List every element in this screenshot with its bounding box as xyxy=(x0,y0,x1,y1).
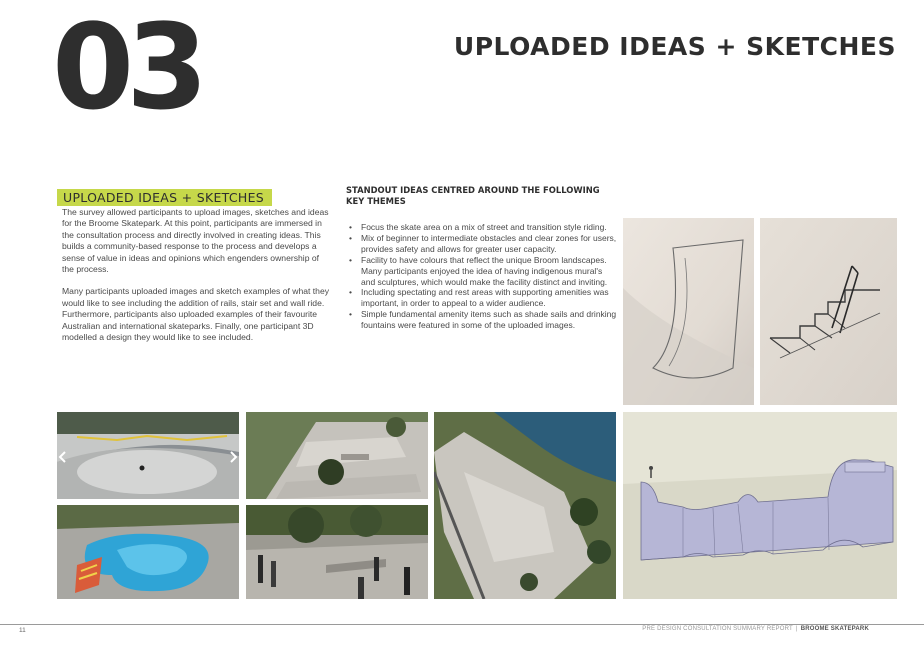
theme-item: • Simple fundamental amenity items such as shade sails and drinking fountains were featured in some of the uploaded images. xyxy=(346,309,618,331)
page-number: 11 xyxy=(19,627,26,634)
themes-heading: STANDOUT IDEAS CENTRED AROUND THE FOLLOWING KEY THEMES xyxy=(346,185,600,206)
intro-paragraph: The survey allowed participants to upload images, sketches and ideas for the Broome Skatepark. At this point, participants are immersed in the consultation process and directly involved in creating ideas. This builds a community-based response to the process and develops a sense of value in ideas and opinions which engenders ownership of the process. xyxy=(62,207,329,275)
theme-item: • Including spectating and rest areas with supporting amenities was important, in order to appeal to a wider audience. xyxy=(346,287,618,309)
theme-item: • Facility to have colours that reflect the unique Broom landscapes. Many participants enjoyed the idea of having indigenous mural's and sculptures, which would make the facility distinct and inviting. xyxy=(346,255,618,288)
plaza-aerial-photo xyxy=(246,412,428,499)
sketch-stair-rail-image xyxy=(760,218,897,405)
sketch-wall-ride-image xyxy=(623,218,754,405)
painted-bowl-photo xyxy=(57,505,239,599)
theme-item: • Mix of beginner to intermediate obstacles and clear zones for users, provides safety and allows for greater user capacity. xyxy=(346,233,618,255)
street-plaza-photo xyxy=(246,505,428,599)
section-number: 03 xyxy=(52,0,201,136)
footer-separator: | xyxy=(795,626,798,632)
intro-text xyxy=(62,207,332,343)
intro-paragraph: Many participants uploaded images and sketch examples of what they would like to see including the addition of rails, stair set and wall ride. Furthermore, participants also uploaded examples of their favourite Australian and international skateparks. Finally, one participant 3D modelled a design they would like to see included. xyxy=(62,286,330,343)
project-name: BROOME SKATEPARK xyxy=(800,626,869,632)
report-name: PRE DESIGN CONSULTATION SUMMARY REPORT xyxy=(642,626,793,632)
theme-item: • Focus the skate area on a mix of street and transition style riding. xyxy=(346,222,618,233)
intro-heading: UPLOADED IDEAS + SKETCHES xyxy=(57,189,272,206)
footer-report-title xyxy=(642,626,869,632)
skatebowl-photo xyxy=(57,412,239,499)
waterfront-aerial-photo xyxy=(434,412,616,599)
footer-divider xyxy=(0,624,924,625)
page-title: UPLOADED IDEAS + SKETCHES xyxy=(453,32,896,61)
3d-model-render xyxy=(623,412,897,599)
themes-list xyxy=(346,222,618,331)
